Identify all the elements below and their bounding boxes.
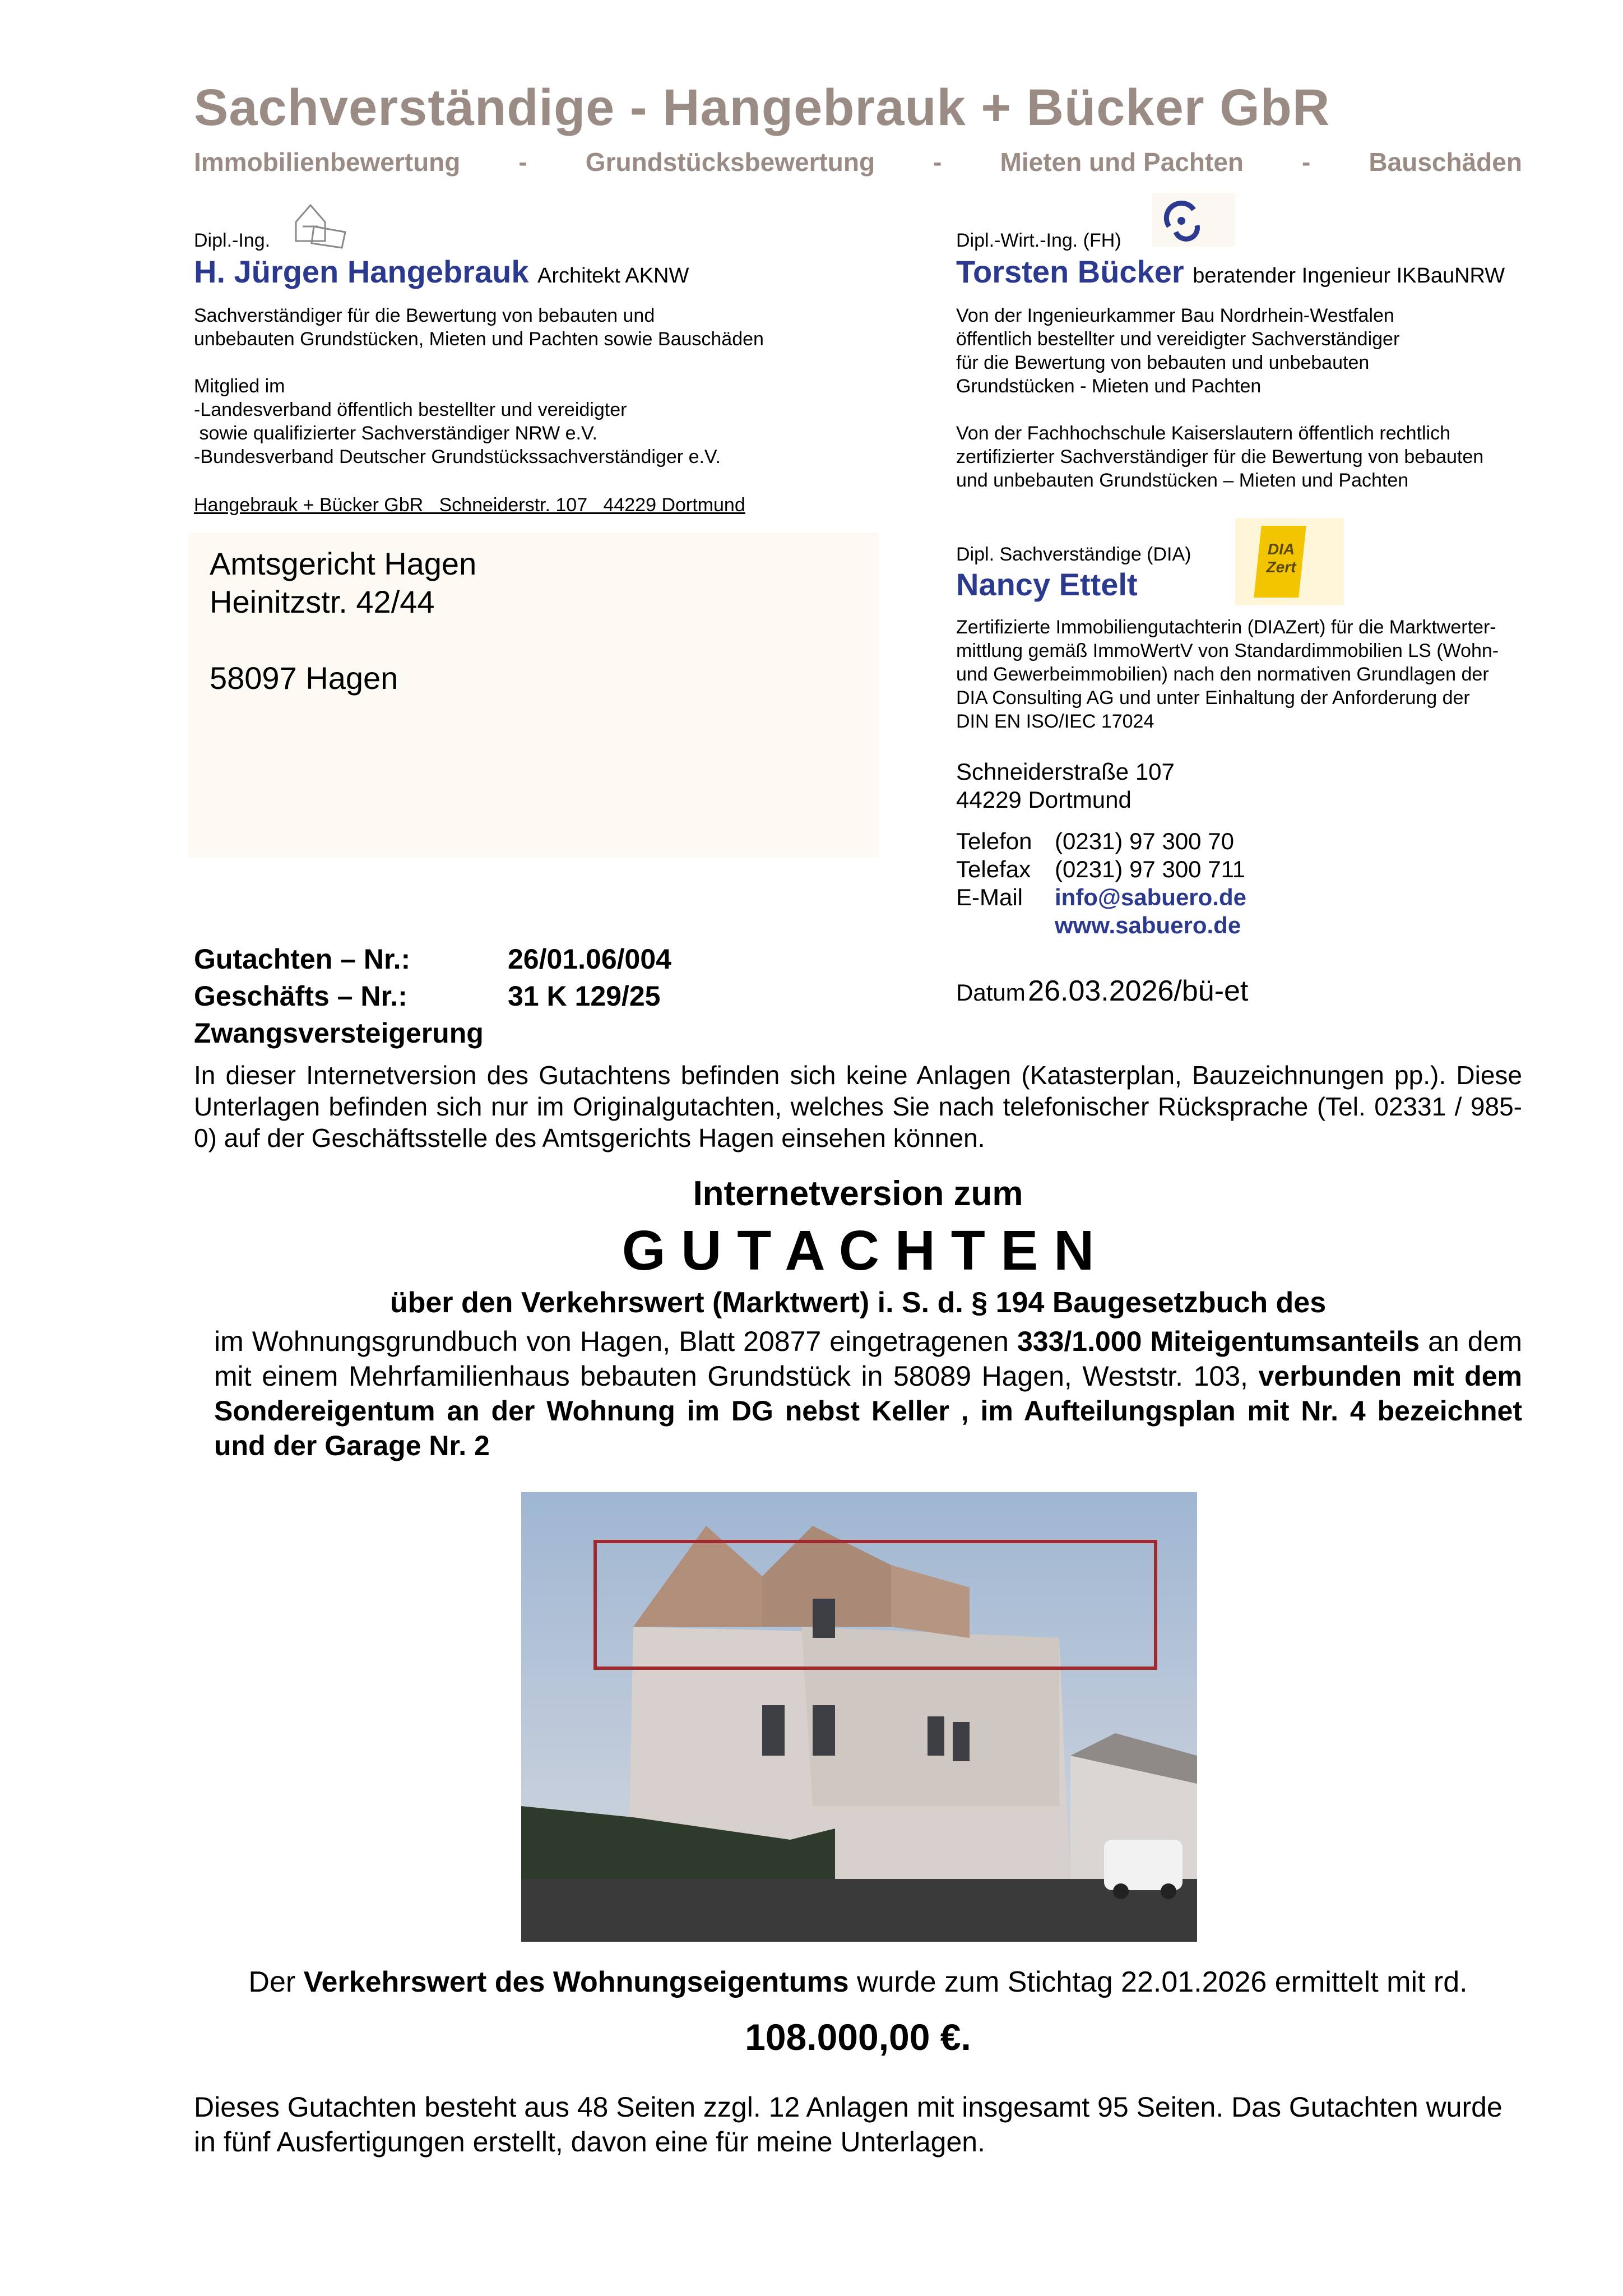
text-line: DIN EN ISO/IEC 17024: [956, 711, 1154, 732]
engineer-logo-icon: [1152, 193, 1235, 247]
expert1-description: [194, 304, 764, 351]
report-scope-note: Dieses Gutachten besteht aus 48 Seiten zzgl. 12 Anlagen mit insgesamt 95 Seiten. Das Gutachten wurde in fünf Ausfertigungen erstellt, davon eine für meine Unterlagen.: [194, 2091, 1503, 2158]
house-logo-icon: [289, 193, 351, 249]
text-line: Von der Ingenieurkammer Bau Nordrhein-Westfalen: [956, 305, 1394, 326]
fax-row: [956, 855, 1246, 883]
text-line: mittlung gemäß ImmoWertV von Standardimmobilien LS (Wohn-: [956, 640, 1499, 661]
text-line: Grundstücken - Mieten und Pachten: [956, 376, 1262, 397]
expert2-description: [956, 304, 1399, 398]
desc-ownership: verbunden mit dem Sondereigentum an der Wohnung im DG nebst Keller , im Aufteilungsplan mit Nr. 4 bezeichnet und der Garage Nr. 2: [214, 1360, 1522, 1461]
text-line: Von der Fachhochschule Kaiserslautern öffentlich rechtlich: [956, 423, 1450, 444]
expert2-title: beratender Ingenieur IKBauNRW: [1193, 264, 1505, 288]
valuation-amount: 108.000,00 €.: [745, 2016, 971, 2058]
desc-text: im Wohnungsgrundbuch von Hagen, Blatt 20877 eingetragenen: [214, 1326, 1017, 1357]
services-line: [194, 147, 1522, 177]
valuation-subject: Verkehrswert des Wohnungseigentums: [303, 1966, 849, 1998]
text-line: zertifizierter Sachverständiger für die Bewertung von bebauten: [956, 446, 1484, 467]
phone-number: (0231) 97 300 70: [1055, 828, 1234, 854]
recipient-address: [188, 533, 879, 858]
office-city: 44229 Dortmund: [956, 786, 1132, 813]
fax-number: (0231) 97 300 711: [1055, 856, 1246, 882]
expert1-membership: [194, 374, 721, 469]
date-line: [956, 974, 1248, 1008]
phone-row: [956, 827, 1246, 855]
valuation-text: wurde zum Stichtag 22.01.2026 ermittelt mit rd.: [848, 1966, 1468, 1998]
expert2-name-line: [956, 253, 1505, 290]
expert2-degree: Dipl.-Wirt.-Ing. (FH): [956, 230, 1121, 251]
sender-line: Hangebrauk + Bücker GbR Schneiderstr. 107 44229 Dortmund: [194, 494, 745, 516]
membership-label: Mitglied im: [194, 376, 285, 397]
service-item: Mieten und Pachten: [1000, 147, 1244, 177]
text-line: DIA Consulting AG und unter Einhaltung der Anforderung der: [956, 687, 1470, 709]
gutachten-row: [194, 941, 671, 978]
property-photo: [521, 1492, 1197, 1942]
web-label-spacer: [956, 911, 1055, 939]
office-street: Schneiderstraße 107: [956, 758, 1175, 785]
text-line: für die Bewertung von bebauten und unbebauten: [956, 352, 1370, 373]
service-item: Grundstücksbewertung: [585, 147, 875, 177]
service-separator: -: [933, 147, 942, 177]
geschaeft-number: 31 K 129/25: [508, 980, 661, 1012]
address-line: Amtsgericht Hagen: [210, 546, 477, 581]
dia-zert-logo: [1235, 518, 1344, 605]
expert1-title: Architekt AKNW: [537, 264, 689, 288]
fax-label: Telefax: [956, 856, 1031, 882]
email-row: [956, 883, 1246, 911]
contact-block: [956, 827, 1246, 939]
text-line: -Bundesverband Deutscher Grundstückssachverständiger e.V.: [194, 446, 721, 467]
desc-text: an dem mit einem Mehrfamilienhaus bebauten Grundstück in 58089 Hagen, Weststr. 103,: [214, 1326, 1522, 1392]
expert3-name: Nancy Ettelt: [956, 567, 1138, 602]
text-line: -Landesverband öffentlich bestellter und vereidigter: [194, 399, 627, 420]
text-line: unbebauten Grundstücken, Mieten und Pachten sowie Bauschäden: [194, 328, 764, 350]
expert1-degree: Dipl.-Ing.: [194, 230, 271, 251]
valuation-statement: [194, 1965, 1522, 1999]
procedure-type: [194, 1015, 671, 1052]
service-item: Immobilienbewertung: [194, 147, 461, 177]
office-address: [956, 758, 1175, 814]
address-line: Heinitzstr. 42/44: [210, 584, 435, 619]
address-line: 58097 Hagen: [210, 660, 398, 696]
text-line: und unbebauten Grundstücken – Mieten und Pachten: [956, 470, 1409, 491]
logo-line: DIA: [1267, 540, 1295, 558]
text-line: Sachverständiger für die Bewertung von bebauten und: [194, 305, 655, 326]
text-line: und Gewerbeimmobilien) nach den normativen Grundlagen der: [956, 664, 1489, 685]
address-spacer: [210, 621, 476, 659]
report-subtitle: über den Verkehrswert (Marktwert) i. S. d. § 194 Baugesetzbuch des: [389, 1286, 1327, 1319]
service-separator: -: [1302, 147, 1311, 177]
expert2-certification: [956, 422, 1483, 492]
dia-zert-text: [1259, 540, 1304, 576]
expert1-name: H. Jürgen Hangebrauk: [194, 254, 529, 289]
web-row: [956, 911, 1246, 939]
logo-line: Zert: [1266, 558, 1296, 576]
internet-version-notice: In dieser Internetversion des Gutachtens befinden sich keine Anlagen (Katasterplan, Bauzeichnungen pp.). Diese Unterlagen befinden sich nur im Originalgutachten, welches Sie nach telefonischer Rücksprache (Tel. 02331 / 985-0) auf der Geschäftsstelle des Amtsgerichts Hagen einsehen können.: [194, 1061, 1522, 1152]
desc-share: 333/1.000 Miteigentumsanteils: [1017, 1326, 1420, 1357]
report-title: G U T A C H T E N: [622, 1219, 1095, 1282]
procedure-type-text: Zwangsversteigerung: [194, 1017, 484, 1049]
case-numbers: [194, 941, 671, 1052]
email-label: E-Mail: [956, 884, 1023, 910]
building-illustration: [521, 1492, 1197, 1942]
email-link[interactable]: info@sabuero.de: [1055, 884, 1246, 910]
property-description: [214, 1324, 1522, 1463]
date-label: Datum: [956, 979, 1026, 1006]
report-pretitle: Internetversion zum: [693, 1174, 1023, 1213]
gutachten-number: 26/01.06/004: [508, 943, 671, 975]
valuation-text: Der: [248, 1966, 304, 1998]
expert3-description: [956, 615, 1499, 733]
expert1-name-line: [194, 253, 689, 290]
expert2-name: Torsten Bücker: [956, 254, 1184, 289]
gutachten-label: Gutachten – Nr.:: [194, 943, 411, 975]
text-line: sowie qualifizierter Sachverständiger NRW e.V.: [194, 423, 597, 444]
phone-label: Telefon: [956, 828, 1032, 854]
geschaeft-label: Geschäfts – Nr.:: [194, 980, 407, 1012]
service-item: Bauschäden: [1369, 147, 1522, 177]
expert3-degree: Dipl. Sachverständige (DIA): [956, 544, 1191, 565]
service-separator: -: [518, 147, 527, 177]
date-value: 26.03.2026/bü-et: [1028, 975, 1249, 1007]
text-line: öffentlich bestellter und vereidigter Sachverständiger: [956, 328, 1400, 350]
company-name: Sachverständige - Hangebrauk + Bücker GbR: [194, 79, 1330, 136]
geschaeft-row: [194, 978, 671, 1015]
website-link[interactable]: www.sabuero.de: [1055, 912, 1241, 938]
text-line: Zertifizierte Immobiliengutachterin (DIAZert) für die Marktwerter-: [956, 617, 1496, 638]
